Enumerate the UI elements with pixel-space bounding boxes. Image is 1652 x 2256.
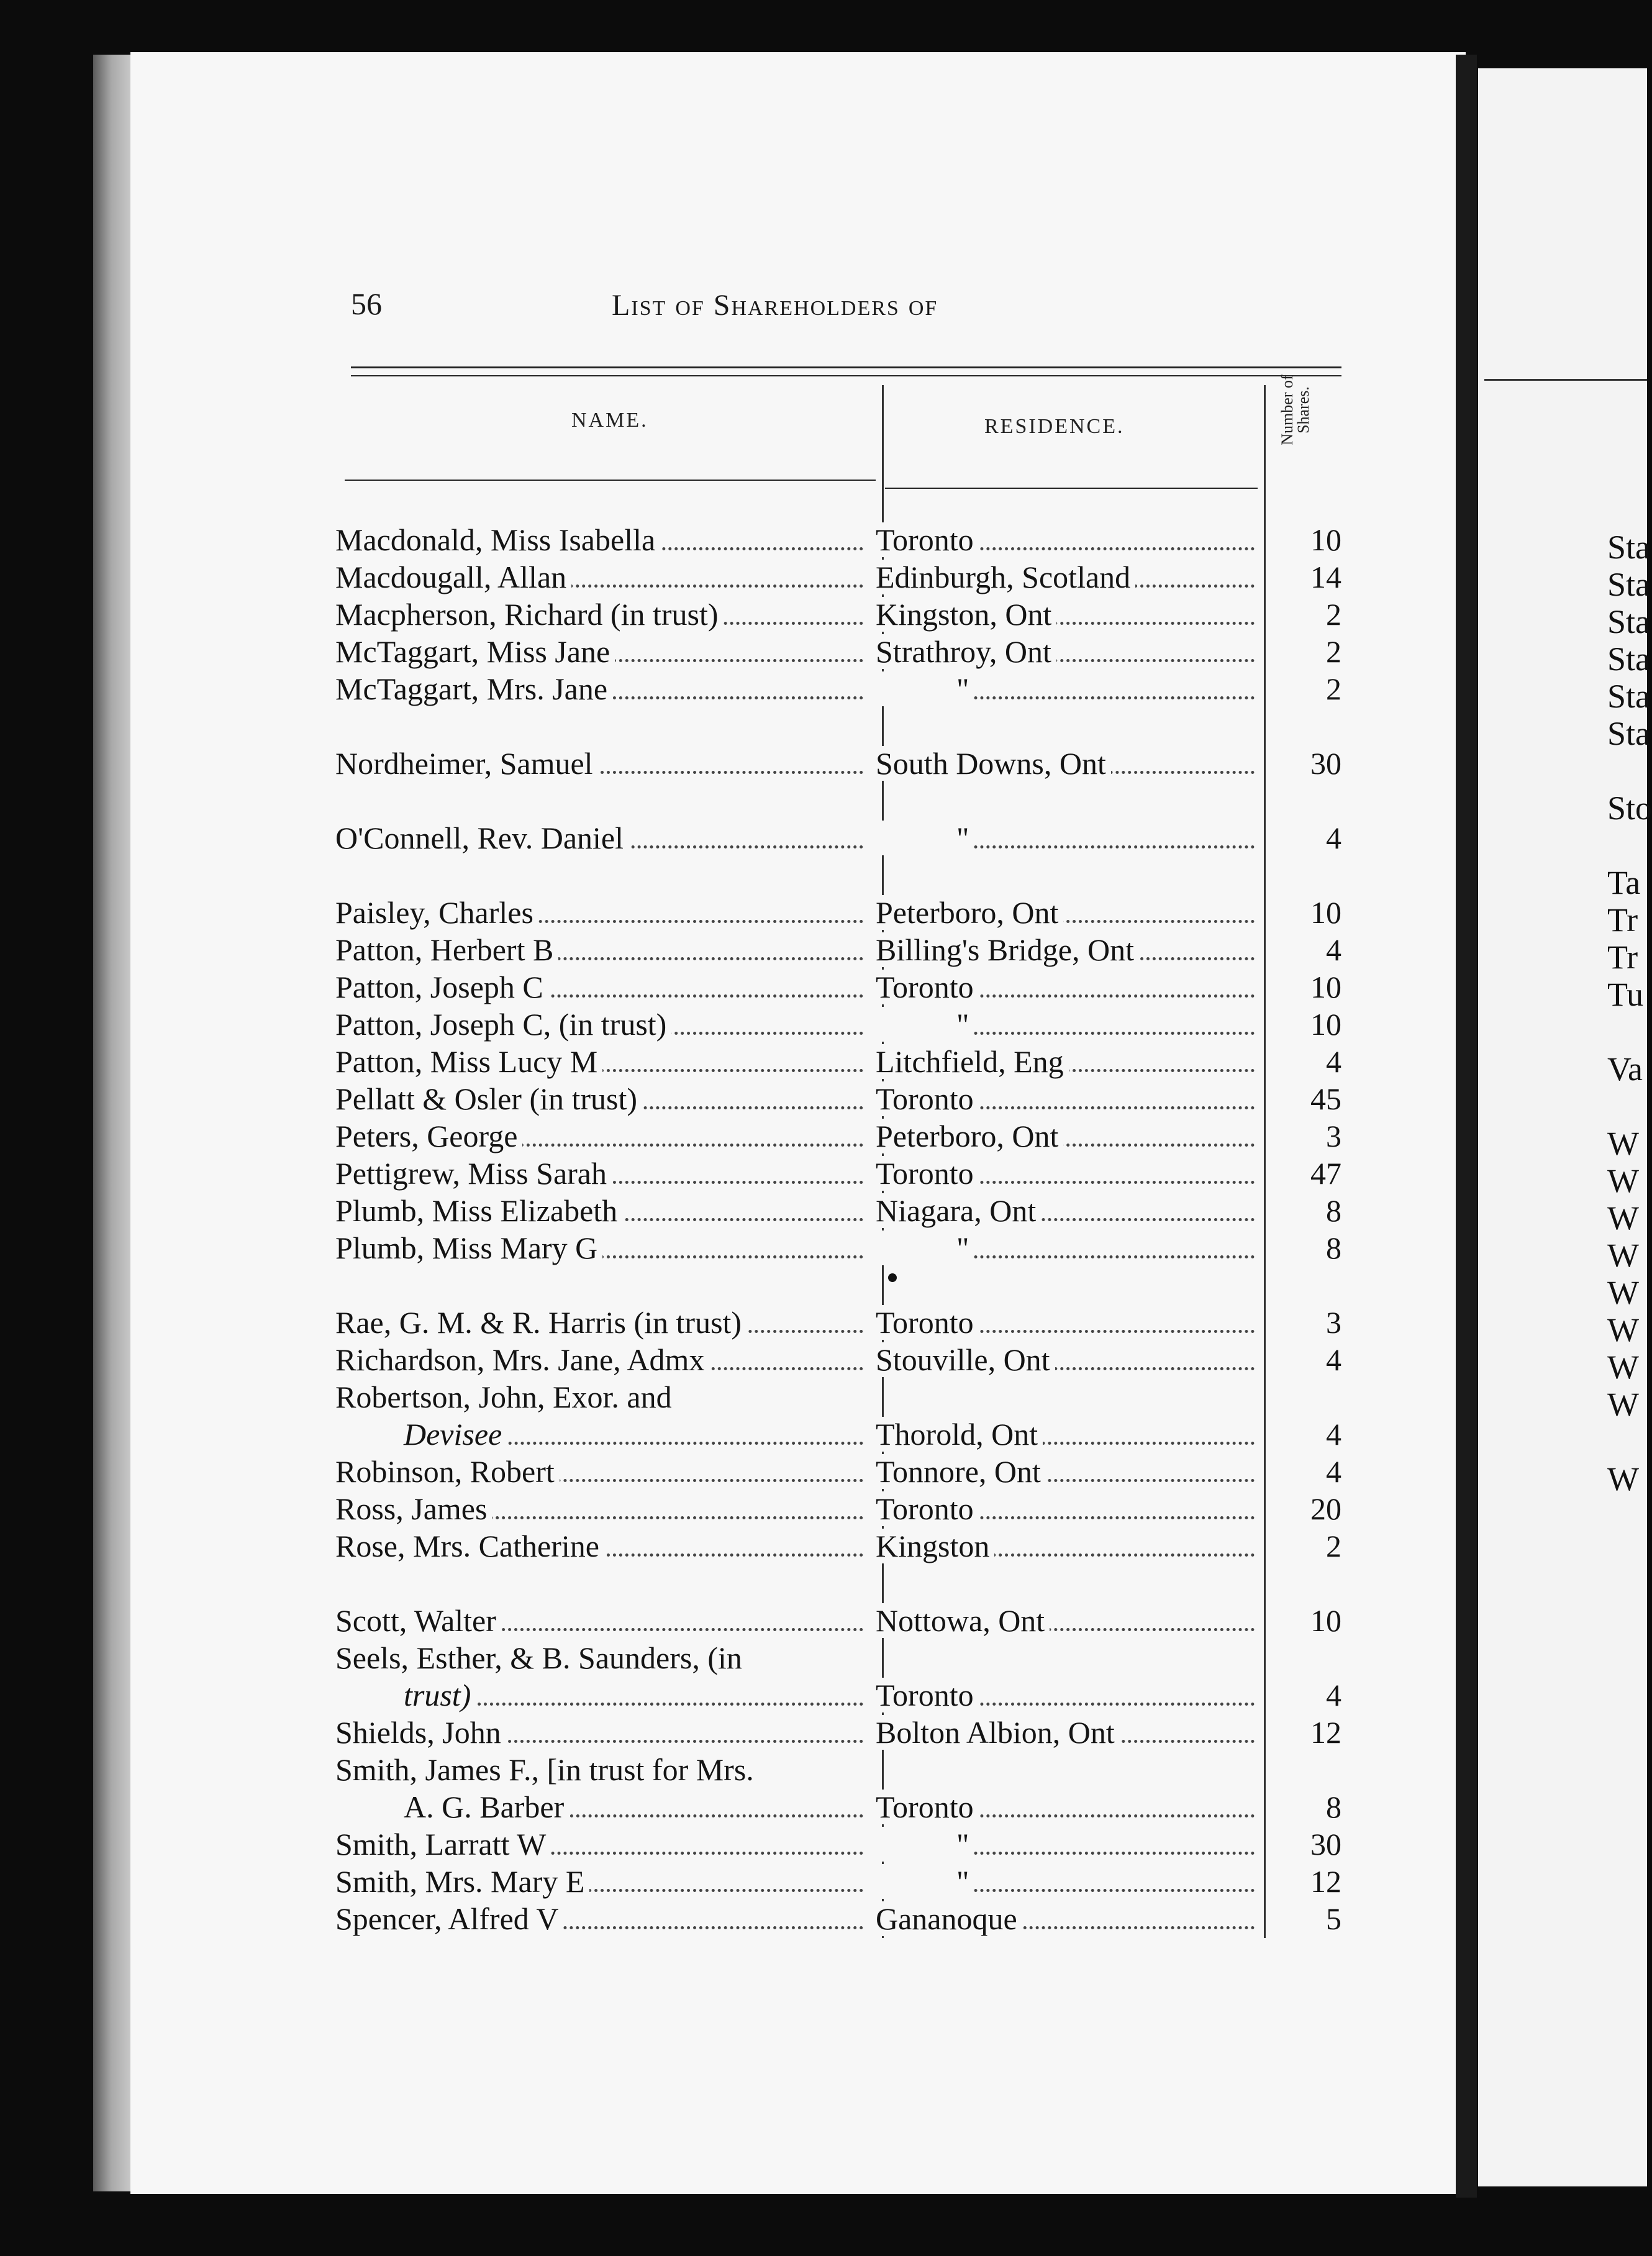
- shareholder-row: [0, 1044, 1647, 1081]
- facing-fragment: Sta: [1607, 566, 1651, 603]
- shareholder-name: Smith, Larratt W: [335, 1826, 869, 1862]
- shareholder-name: Plumb, Miss Mary G: [335, 1230, 869, 1266]
- shareholder-shares: 2: [1326, 671, 1341, 706]
- shareholder-residence: Toronto: [876, 969, 1261, 1005]
- shareholder-residence: Toronto: [876, 1081, 1261, 1117]
- shareholder-row: [0, 1453, 1647, 1491]
- shareholder-shares: 4: [1326, 1044, 1341, 1079]
- shareholder-residence: Edinburgh, Scotland: [876, 559, 1261, 595]
- shareholder-name: Smith, Mrs. Mary E: [335, 1863, 869, 1899]
- shareholder-name: Scott, Walter: [335, 1603, 869, 1639]
- shareholder-name: Devisee: [404, 1416, 869, 1452]
- shareholder-shares: 4: [1326, 1342, 1341, 1377]
- shareholder-shares: 8: [1326, 1790, 1341, 1824]
- shareholder-shares: 12: [1310, 1864, 1341, 1899]
- shareholder-row: [0, 1416, 1647, 1453]
- shareholder-shares: 30: [1310, 746, 1341, 781]
- shareholder-shares: 2: [1326, 1529, 1341, 1563]
- shareholder-row: [0, 596, 1647, 634]
- shareholder-name: Patton, Joseph C: [335, 969, 869, 1005]
- facing-fragment: W: [1607, 1311, 1639, 1349]
- running-title: List of Shareholders of: [612, 289, 938, 322]
- shareholder-row: [0, 1081, 1647, 1118]
- shareholder-row: [0, 1118, 1647, 1155]
- name-column-header: NAME.: [571, 409, 648, 432]
- shareholder-shares: 2: [1326, 597, 1341, 632]
- shareholder-shares: 8: [1326, 1230, 1341, 1265]
- shareholder-name: Patton, Joseph C, (in trust): [335, 1006, 869, 1042]
- shareholder-residence: Peterboro, Ont: [876, 894, 1261, 930]
- facing-page-rule: [1484, 379, 1647, 381]
- ink-speck: [888, 1273, 897, 1282]
- facing-fragment: W: [1607, 1237, 1639, 1274]
- facing-fragment: W: [1607, 1386, 1639, 1423]
- facing-fragment: Sta: [1607, 603, 1651, 640]
- shareholder-row: [0, 1789, 1647, 1826]
- shareholder-name: Paisley, Charles: [335, 894, 869, 930]
- shareholder-residence: Toronto: [876, 1789, 1261, 1825]
- shareholder-shares: 4: [1326, 821, 1341, 855]
- facing-fragment: W: [1607, 1162, 1639, 1199]
- facing-fragment: Sto: [1607, 789, 1652, 827]
- shareholder-residence: Kingston, Ont: [876, 596, 1261, 632]
- shareholder-row: [0, 1640, 1647, 1677]
- shareholder-name: Seels, Esther, & B. Saunders, (in: [335, 1640, 869, 1676]
- shareholder-residence: ": [876, 671, 1261, 707]
- shareholder-shares: 10: [1310, 970, 1341, 1004]
- shareholder-name: trust): [404, 1677, 869, 1713]
- shareholder-row: [0, 1342, 1647, 1379]
- shareholder-residence: Billing's Bridge, Ont: [876, 932, 1261, 968]
- shareholder-shares: 47: [1310, 1156, 1341, 1191]
- shareholder-residence: South Downs, Ont: [876, 745, 1261, 781]
- shareholder-residence: ": [876, 1230, 1261, 1266]
- shareholder-name: Rae, G. M. & R. Harris (in trust): [335, 1304, 869, 1340]
- shareholder-row: [0, 1528, 1647, 1565]
- facing-fragment: Sta: [1607, 640, 1651, 678]
- facing-fragment: W: [1607, 1274, 1639, 1311]
- shareholder-residence: ": [876, 1826, 1261, 1862]
- shareholder-residence: Litchfield, Eng: [876, 1044, 1261, 1080]
- shareholder-row: [0, 634, 1647, 671]
- shareholder-row: [0, 1863, 1647, 1901]
- shareholder-name: Peters, George: [335, 1118, 869, 1154]
- shareholder-row: [0, 820, 1647, 857]
- shareholder-name: Patton, Miss Lucy M: [335, 1044, 869, 1080]
- shareholder-residence: Toronto: [876, 522, 1261, 558]
- facing-fragment: Ta: [1607, 864, 1641, 901]
- shareholder-shares: 10: [1310, 895, 1341, 930]
- shareholder-name: Richardson, Mrs. Jane, Admx: [335, 1342, 869, 1378]
- shareholder-name: McTaggart, Mrs. Jane: [335, 671, 869, 707]
- shareholder-row: [0, 932, 1647, 969]
- facing-fragment: Tu: [1607, 976, 1644, 1013]
- shareholder-shares: 5: [1326, 1901, 1341, 1936]
- facing-fragment: Va: [1607, 1050, 1643, 1088]
- shareholder-name: Robinson, Robert: [335, 1453, 869, 1490]
- shareholder-shares: 3: [1326, 1305, 1341, 1340]
- facing-fragment: Tr: [1607, 939, 1638, 976]
- facing-fragment: W: [1607, 1349, 1639, 1386]
- shareholder-row: [0, 745, 1647, 783]
- facing-fragment: W: [1607, 1199, 1639, 1237]
- shareholder-name: Shields, John: [335, 1714, 869, 1750]
- shareholder-shares: 30: [1310, 1827, 1341, 1862]
- shareholder-row: [0, 671, 1647, 708]
- shareholder-row: [0, 1714, 1647, 1752]
- shareholder-row: [0, 1826, 1647, 1863]
- shareholder-shares: 4: [1326, 1454, 1341, 1489]
- shareholder-row: [0, 1230, 1647, 1267]
- shareholder-residence: Thorold, Ont: [876, 1416, 1261, 1452]
- shareholder-name: Macpherson, Richard (in trust): [335, 596, 869, 632]
- shareholder-name: Rose, Mrs. Catherine: [335, 1528, 869, 1564]
- page-number: 56: [351, 286, 382, 321]
- shareholder-residence: Kingston: [876, 1528, 1261, 1564]
- shareholder-residence: ": [876, 1863, 1261, 1899]
- shareholder-row: [0, 1006, 1647, 1044]
- shareholder-name: Ross, James: [335, 1491, 869, 1527]
- shareholder-row: [0, 559, 1647, 596]
- facing-fragment: W: [1607, 1125, 1639, 1162]
- shareholder-residence: Stouville, Ont: [876, 1342, 1261, 1378]
- shareholder-residence: Nottowa, Ont: [876, 1603, 1261, 1639]
- shareholder-name: Macdonald, Miss Isabella: [335, 522, 869, 558]
- shareholder-name: McTaggart, Miss Jane: [335, 634, 869, 670]
- shareholder-name: Macdougall, Allan: [335, 559, 869, 595]
- shareholder-row: [0, 1491, 1647, 1528]
- shareholder-row: [0, 1155, 1647, 1193]
- shareholder-name: Smith, James F., [in trust for Mrs.: [335, 1752, 869, 1788]
- shareholder-residence: ": [876, 1006, 1261, 1042]
- top-rule: [351, 366, 1341, 368]
- shareholder-row: [0, 1677, 1647, 1714]
- shareholder-shares: 20: [1310, 1491, 1341, 1526]
- shareholder-row: [0, 1304, 1647, 1342]
- facing-fragment: Sta: [1607, 715, 1651, 752]
- shareholder-name: Spencer, Alfred V: [335, 1901, 869, 1937]
- shareholder-residence: Niagara, Ont: [876, 1193, 1261, 1229]
- shareholder-shares: 12: [1310, 1715, 1341, 1750]
- shareholder-shares: 4: [1326, 932, 1341, 967]
- shareholder-name: O'Connell, Rev. Daniel: [335, 820, 869, 856]
- page-header: [0, 286, 1647, 335]
- shareholder-residence: ": [876, 820, 1261, 856]
- shareholder-shares: 4: [1326, 1417, 1341, 1452]
- shareholder-residence: Peterboro, Ont: [876, 1118, 1261, 1154]
- name-head-rule: [345, 480, 876, 481]
- shareholder-name: Plumb, Miss Elizabeth: [335, 1193, 869, 1229]
- shareholder-row: [0, 1193, 1647, 1230]
- shareholder-name: A. G. Barber: [404, 1789, 869, 1825]
- shareholder-residence: Toronto: [876, 1677, 1261, 1713]
- shareholder-row: [0, 969, 1647, 1006]
- shareholder-shares: 45: [1310, 1081, 1341, 1116]
- shareholder-residence: Toronto: [876, 1155, 1261, 1191]
- shareholder-shares: 10: [1310, 1007, 1341, 1042]
- shareholder-residence: Strathroy, Ont: [876, 634, 1261, 670]
- shareholder-name: Pettigrew, Miss Sarah: [335, 1155, 869, 1191]
- shareholder-name: Patton, Herbert B: [335, 932, 869, 968]
- facing-fragment: Sta: [1607, 678, 1651, 715]
- shareholder-name: Nordheimer, Samuel: [335, 745, 869, 781]
- shareholder-residence: Bolton Albion, Ont: [876, 1714, 1261, 1750]
- shares-column-header: Number of Shares.: [1278, 375, 1312, 445]
- shareholder-shares: 14: [1310, 560, 1341, 594]
- residence-head-rule: [885, 488, 1258, 489]
- facing-fragment: Sta: [1607, 529, 1651, 566]
- shareholder-residence: Toronto: [876, 1304, 1261, 1340]
- facing-fragment: Tr: [1607, 901, 1638, 939]
- shareholder-residence: Tonnore, Ont: [876, 1453, 1261, 1490]
- facing-fragment: W: [1607, 1460, 1639, 1498]
- residence-column-header: RESIDENCE.: [984, 415, 1125, 438]
- top-rule-thin: [351, 375, 1341, 376]
- shareholder-shares: 4: [1326, 1678, 1341, 1712]
- shareholder-name: Pellatt & Osler (in trust): [335, 1081, 869, 1117]
- shareholder-shares: 10: [1310, 1603, 1341, 1638]
- shareholder-row: [0, 522, 1647, 559]
- shareholder-shares: 3: [1326, 1119, 1341, 1153]
- shareholder-row: [0, 1379, 1647, 1416]
- shareholder-shares: 10: [1310, 522, 1341, 557]
- shareholder-row: [0, 894, 1647, 932]
- shareholder-row: [0, 1603, 1647, 1640]
- shareholder-name: Robertson, John, Exor. and: [335, 1379, 869, 1415]
- shareholder-shares: 2: [1326, 634, 1341, 669]
- shareholder-residence: Gananoque: [876, 1901, 1261, 1937]
- shareholder-residence: Toronto: [876, 1491, 1261, 1527]
- shareholder-row: [0, 1901, 1647, 1938]
- shareholder-row: [0, 1752, 1647, 1789]
- shareholder-shares: 8: [1326, 1193, 1341, 1228]
